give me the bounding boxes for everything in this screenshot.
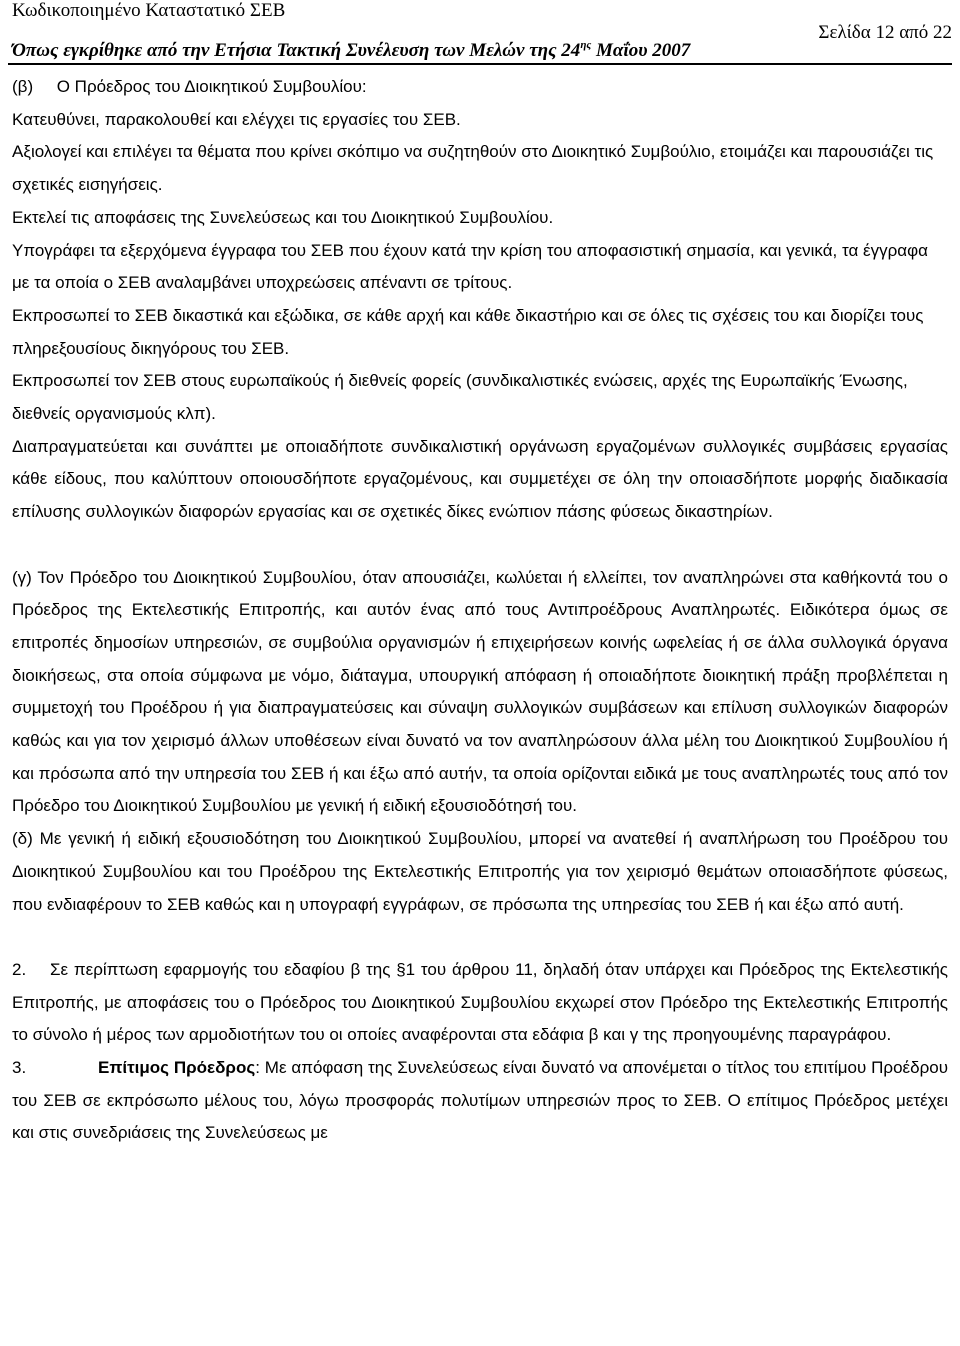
paragraph-3-number: 3. — [12, 1058, 27, 1078]
paragraph-2-text: Σε περίπτωση εφαρμογής του εδαφίου β της §1 του άρθρου 11, δηλαδή όταν υπάρχει και Πρόεδρος της Εκτελεστικής Επιτροπής, με αποφάσεις του ο Πρόεδρος του Διοικητικού Συμβουλίου εκχωρεί στον Πρόεδρο της Εκτελεστικής Επιτροπής το σύνολο ή μέρος των αρμοδιοτήτων του οι οποίες αναφέρονται στα εδάφια β και γ της προηγουμένης παραγράφου. — [12, 959, 948, 1045]
approval-superscript: ης — [580, 39, 592, 51]
spacer — [12, 529, 948, 562]
section-c-paragraph: (γ) Τον Πρόεδρο του Διοικητικού Συμβουλίου, όταν απουσιάζει, κωλύεται ή ελλείπει, τον αναπληρώνει στα καθήκοντά του ο Πρόεδρος της Εκτελεστικής Επιτροπής, και αυτόν ένας από τους Αντιπροέδρους Αναπληρωτές. Ειδικότερα όμως σε επιτροπές δημοσίων υπηρεσιών, σε συμβούλια οργανισμών ή επιχειρήσεων κοινής ωφελείας ή σε άλλα συλλογικά όργανα διοικήσεως, στα οποία σύμφωνα με νόμο, διάταγμα, υπουργική απόφαση ή οποιαδήποτε διοικητική πράξη προβλέπεται η συμμετοχή του Προέδρου ή για διαπραγματεύσεις και σύναψη συλλογικών συμβάσεων και επίλυση συλλογικών διαφορών καθώς και για τον χειρισμό άλλων υποθέσεων είναι δυνατό να τον αναπληρώσουν άλλα μέλη του Διοικητικού Συμβουλίου ή και πρόσωπα από την υπηρεσία του ΣΕΒ ή και έξω από αυτήν, τα οποία ορίζονται ειδικά με τους αναπληρωτές τους από τον Πρόεδρο του Διοικητικού Συμβουλίου με γενική ή ειδική εξουσιοδότησή του. — [12, 567, 948, 816]
section-b-item: Διαπραγματεύεται και συνάπτει με οποιαδήποτε συνδικαλιστική οργάνωση εργαζομένων συλλογικές συμβάσεις εργασίας κάθε είδους, που καλύπτουν οποιουσδήποτε εργαζομένους, και συμμετέχει σε όλη την οποιασδήποτε μορφής διαδικασία επίλυσης συλλογικών διαφορών εργασίας και σε σχετικές δίκες ενώπιον πάσης φύσεως δικαστηρίων. — [12, 436, 948, 522]
page-number: Σελίδα 12 από 22 — [818, 22, 952, 43]
approval-note — [12, 40, 690, 62]
section-b-item: Εκτελεί τις αποφάσεις της Συνελεύσεως και του Διοικητικού Συμβουλίου. — [12, 207, 554, 227]
page-header — [0, 0, 960, 64]
section-d-paragraph: (δ) Με γενική ή ειδική εξουσιοδότηση του Διοικητικού Συμβουλίου, μπορεί να ανατεθεί ή αναπλήρωση του Προέδρου του Διοικητικού Συμβουλίου και του Προέδρου της Εκτελεστικής Επιτροπής για τον χειρισμό θεμάτων οποιασδήποτε φύσεως, που ενδιαφέρουν το ΣΕΒ καθώς και η υπογραφή εγγράφων, σε πρόσωπα της υπηρεσίας του ΣΕΒ ή και έξω από αυτή. — [12, 829, 948, 914]
section-b-item: Εκπροσωπεί τον ΣΕΒ στους ευρωπαϊκούς ή διεθνείς φορείς (συνδικαλιστικές ενώσεις, αρχές της Ευρωπαϊκής Ένωσης, διεθνείς οργανισμούς κλπ). — [12, 371, 908, 424]
header-divider — [8, 63, 952, 65]
document-body — [12, 71, 948, 1150]
paragraph-3-text: : Με απόφαση της Συνελεύσεως είναι δυνατό να απονέμεται ο τίτλος του επιτίμου Προέδρου του ΣΕΒ σε εκπρόσωπο μέλους του, λόγω προσφοράς πολυτίμων υπηρεσιών προς το ΣΕΒ. Ο επίτιμος Πρόεδρος μετέχει και στις συνεδριάσεις της Συνελεύσεως με — [12, 1058, 948, 1143]
paragraph-3 — [12, 1052, 948, 1150]
paragraph-2 — [12, 954, 948, 1052]
section-b-item: Αξιολογεί και επιλέγει τα θέματα που κρίνει σκόπιμο να συζητηθούν στο Διοικητικό Συμβούλιο, ετοιμάζει και παρουσιάζει τις σχετικές εισηγήσεις. — [12, 142, 934, 195]
section-b-heading: (β) Ο Πρόεδρος του Διοικητικού Συμβουλίου: — [12, 77, 367, 96]
approval-date-tail: Μαΐου 2007 — [591, 40, 691, 61]
section-b-item: Εκπροσωπεί το ΣΕΒ δικαστικά και εξώδικα, σε κάθε αρχή και κάθε δικαστήριο και σε όλες τις σχέσεις του και διορίζει τους πληρεξουσίους δικηγόρους του ΣΕΒ. — [12, 305, 924, 358]
paragraph-3-title: Επίτιμος Πρόεδρος — [98, 1058, 256, 1078]
approval-text: Όπως εγκρίθηκε από την Ετήσια Τακτική Συνέλευση των Μελών της 24 — [12, 40, 581, 61]
document-title: Κωδικοποιημένο Καταστατικό ΣΕΒ — [12, 0, 286, 21]
section-b-item: Υπογράφει τα εξερχόμενα έγγραφα του ΣΕΒ που έχουν κατά την κρίση του αποφασιστική σημασία, και γενικά, τα έγγραφα με τα οποία ο ΣΕΒ αναλαμβάνει υποχρεώσεις απέναντι σε τρίτους. — [12, 240, 928, 293]
spacer — [12, 921, 948, 954]
paragraph-2-number: 2. — [12, 959, 27, 979]
section-b-item: Κατευθύνει, παρακολουθεί και ελέγχει τις εργασίες του ΣΕΒ. — [12, 109, 461, 129]
